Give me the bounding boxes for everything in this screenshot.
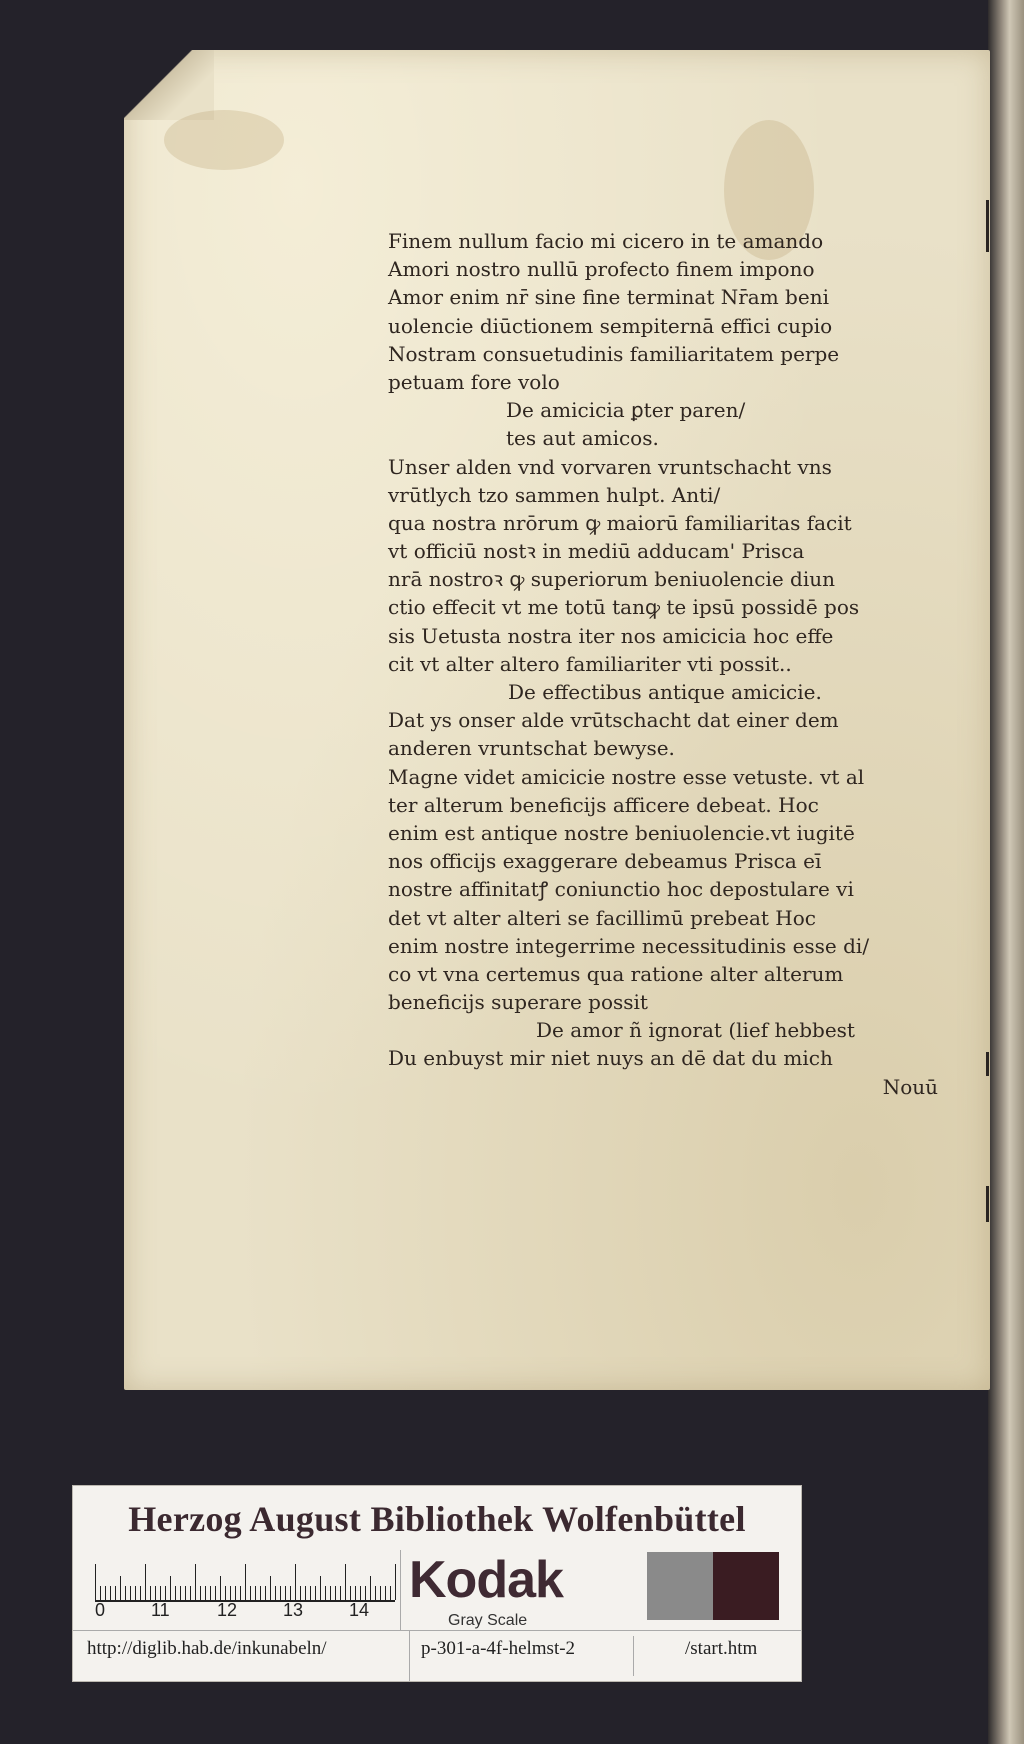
ruler-tick [110, 1586, 111, 1600]
text-line: Nostram consuetudinis familiaritatem perpe [388, 341, 840, 366]
ruler-numbers [91, 1600, 411, 1624]
margin-mark [986, 200, 989, 252]
scanner-edge [988, 0, 1024, 1744]
ruler-tick [135, 1586, 136, 1600]
margin-mark [986, 1186, 989, 1222]
ruler-tick [205, 1586, 206, 1600]
ruler-tick [95, 1564, 96, 1600]
kodak-logo: Kodak [409, 1551, 563, 1609]
ruler-tick [270, 1576, 271, 1600]
ruler-tick [335, 1586, 336, 1600]
ruler-tick [240, 1586, 241, 1600]
url-shelfmark: p-301-a-4f-helmst-2 [421, 1638, 576, 1659]
ruler-tick [265, 1586, 266, 1600]
ruler-tick [275, 1586, 276, 1600]
text-line: enim nostre integerrime necessitudinis esse di/ [388, 933, 870, 958]
ruler-tick [365, 1586, 366, 1600]
ruler-number: 11 [151, 1600, 170, 1620]
ruler-tick [160, 1586, 161, 1600]
text-line: vt officiū nostꝛ in mediū adducam' Prisca [388, 539, 805, 564]
text-line: enim est antique nostre beniuolencie.vt iugitē [388, 820, 855, 845]
ruler-number: 12 [217, 1600, 238, 1620]
text-line: uolencie diūctionem sempiternā effici cupio [388, 313, 833, 338]
ruler-tick [140, 1586, 141, 1600]
ruler-tick [330, 1586, 331, 1600]
ruler-tick [150, 1586, 151, 1600]
text-line: co vt vna certemus qua ratione alter alterum [388, 961, 844, 986]
text-line: Nouū [882, 1074, 938, 1099]
ruler-tick [285, 1586, 286, 1600]
text-line: sis Uetusta nostra iter nos amicicia hoc effe [388, 623, 834, 648]
gray-patch-light [647, 1552, 713, 1620]
card-divider [400, 1550, 401, 1630]
page-stain [164, 110, 284, 170]
card-divider [409, 1630, 410, 1681]
text-line: qua nostra nrōrum ꝙ maiorū familiaritas facit [388, 510, 852, 535]
text-line: petuam fore volo [388, 369, 560, 394]
text-line: De amor ñ ignorat (lief hebbest [536, 1018, 855, 1043]
ruler-tick [245, 1564, 246, 1600]
ruler-tick [395, 1564, 396, 1600]
text-line: Finem nullum facio mi cicero in te amando [388, 229, 824, 253]
ruler-tick [355, 1586, 356, 1600]
text-line: det vt alter alteri se facillimū prebeat Hoc [388, 905, 816, 930]
text-line: nrā nostroꝛ ꝙ superiorum beniuolencie diun [388, 567, 836, 592]
ruler-tick [130, 1586, 131, 1600]
ruler-tick [105, 1586, 106, 1600]
ruler-tick [145, 1564, 146, 1600]
ruler-tick [170, 1576, 171, 1600]
ruler-tick [185, 1586, 186, 1600]
ruler-tick [125, 1586, 126, 1600]
ruler-tick [115, 1586, 116, 1600]
ruler-tick [120, 1576, 121, 1600]
page-corner-fold [124, 50, 214, 120]
ruler-tick [295, 1564, 296, 1600]
url-suffix: /start.htm [685, 1638, 758, 1659]
text-line: Amori nostro nullū profecto finem impono [388, 257, 815, 282]
text-line: Amor enim nr̄ sine fine terminat Nr̄am beni [388, 285, 829, 310]
text-line: De amicicia ꝑter paren/ [506, 398, 746, 423]
ruler-tick [155, 1586, 156, 1600]
ruler-tick [300, 1586, 301, 1600]
manuscript-text [388, 227, 968, 1101]
ruler-tick [290, 1586, 291, 1600]
text-line: De effectibus antique amicicie. [508, 680, 822, 704]
ruler-number: 0 [95, 1600, 106, 1620]
ruler-tick [255, 1586, 256, 1600]
ruler-tick [250, 1586, 251, 1600]
margin-mark [986, 1052, 989, 1076]
ruler-tick [175, 1586, 176, 1600]
ruler-tick [260, 1586, 261, 1600]
ruler-tick [380, 1586, 381, 1600]
text-line: anderen vruntschat bewyse. [388, 736, 675, 761]
text-line: vrūtlych tzo sammen hulpt. Anti/ [388, 482, 721, 507]
ruler-tick [385, 1586, 386, 1600]
ruler-tick [375, 1586, 376, 1600]
ruler-number: 13 [283, 1600, 304, 1620]
ruler-tick [220, 1576, 221, 1600]
ruler-tick [180, 1586, 181, 1600]
text-line: beneficijs superare possit [388, 990, 648, 1015]
card-divider [73, 1630, 801, 1631]
grayscale-label: Gray Scale [448, 1612, 528, 1629]
text-line: Du enbuyst mir niet nuys an dē dat du mich [388, 1046, 833, 1071]
ruler-tick [320, 1576, 321, 1600]
ruler-tick [310, 1586, 311, 1600]
ruler-tick [350, 1586, 351, 1600]
ruler-tick [100, 1586, 101, 1600]
library-title: Herzog August Bibliothek Wolfenbüttel [128, 1499, 746, 1539]
ruler-tick [340, 1586, 341, 1600]
ruler-tick [315, 1586, 316, 1600]
ruler-tick [190, 1586, 191, 1600]
text-line: nostre affinitatꝭ coniunctio hoc depostulare vi [388, 877, 854, 902]
url-prefix: http://diglib.hab.de/inkunabeln/ [87, 1638, 327, 1659]
text-line: Unser alden vnd vorvaren vruntschacht vns [388, 454, 832, 479]
text-line: tes aut amicos. [506, 426, 659, 451]
text-line: Dat ys onser alde vrūtschacht dat einer dem [388, 708, 839, 733]
ruler-tick [305, 1586, 306, 1600]
ruler-tick [215, 1586, 216, 1600]
ruler-tick [280, 1586, 281, 1600]
text-line: ter alterum beneficijs afficere debeat. Hoc [388, 792, 819, 817]
text-line: Magne videt amicicie nostre esse vetuste. vt al [388, 764, 865, 789]
ruler-tick [210, 1586, 211, 1600]
gray-patch-dark [713, 1552, 779, 1620]
ruler-tick [225, 1586, 226, 1600]
ruler-tick [195, 1564, 196, 1600]
manuscript-page [124, 50, 990, 1390]
ruler-tick [390, 1586, 391, 1600]
ruler-tick [235, 1586, 236, 1600]
ruler-tick [325, 1586, 326, 1600]
ruler-tick [370, 1576, 371, 1600]
ruler-tick [165, 1586, 166, 1600]
ruler-tick [230, 1586, 231, 1600]
calibration-card [72, 1485, 802, 1682]
ruler-tick [360, 1586, 361, 1600]
text-line: nos officijs exaggerare debeamus Prisca eī [388, 849, 822, 874]
ruler-tick [345, 1564, 346, 1600]
text-line: ctio effecit vt me totū tanꝙ te ipsū possidē pos [388, 595, 860, 620]
measurement-ruler [95, 1554, 395, 1602]
card-divider [633, 1636, 634, 1676]
ruler-tick [200, 1586, 201, 1600]
ruler-number: 14 [349, 1600, 370, 1620]
text-line: cit vt alter altero familiariter vti possit.. [388, 651, 792, 676]
